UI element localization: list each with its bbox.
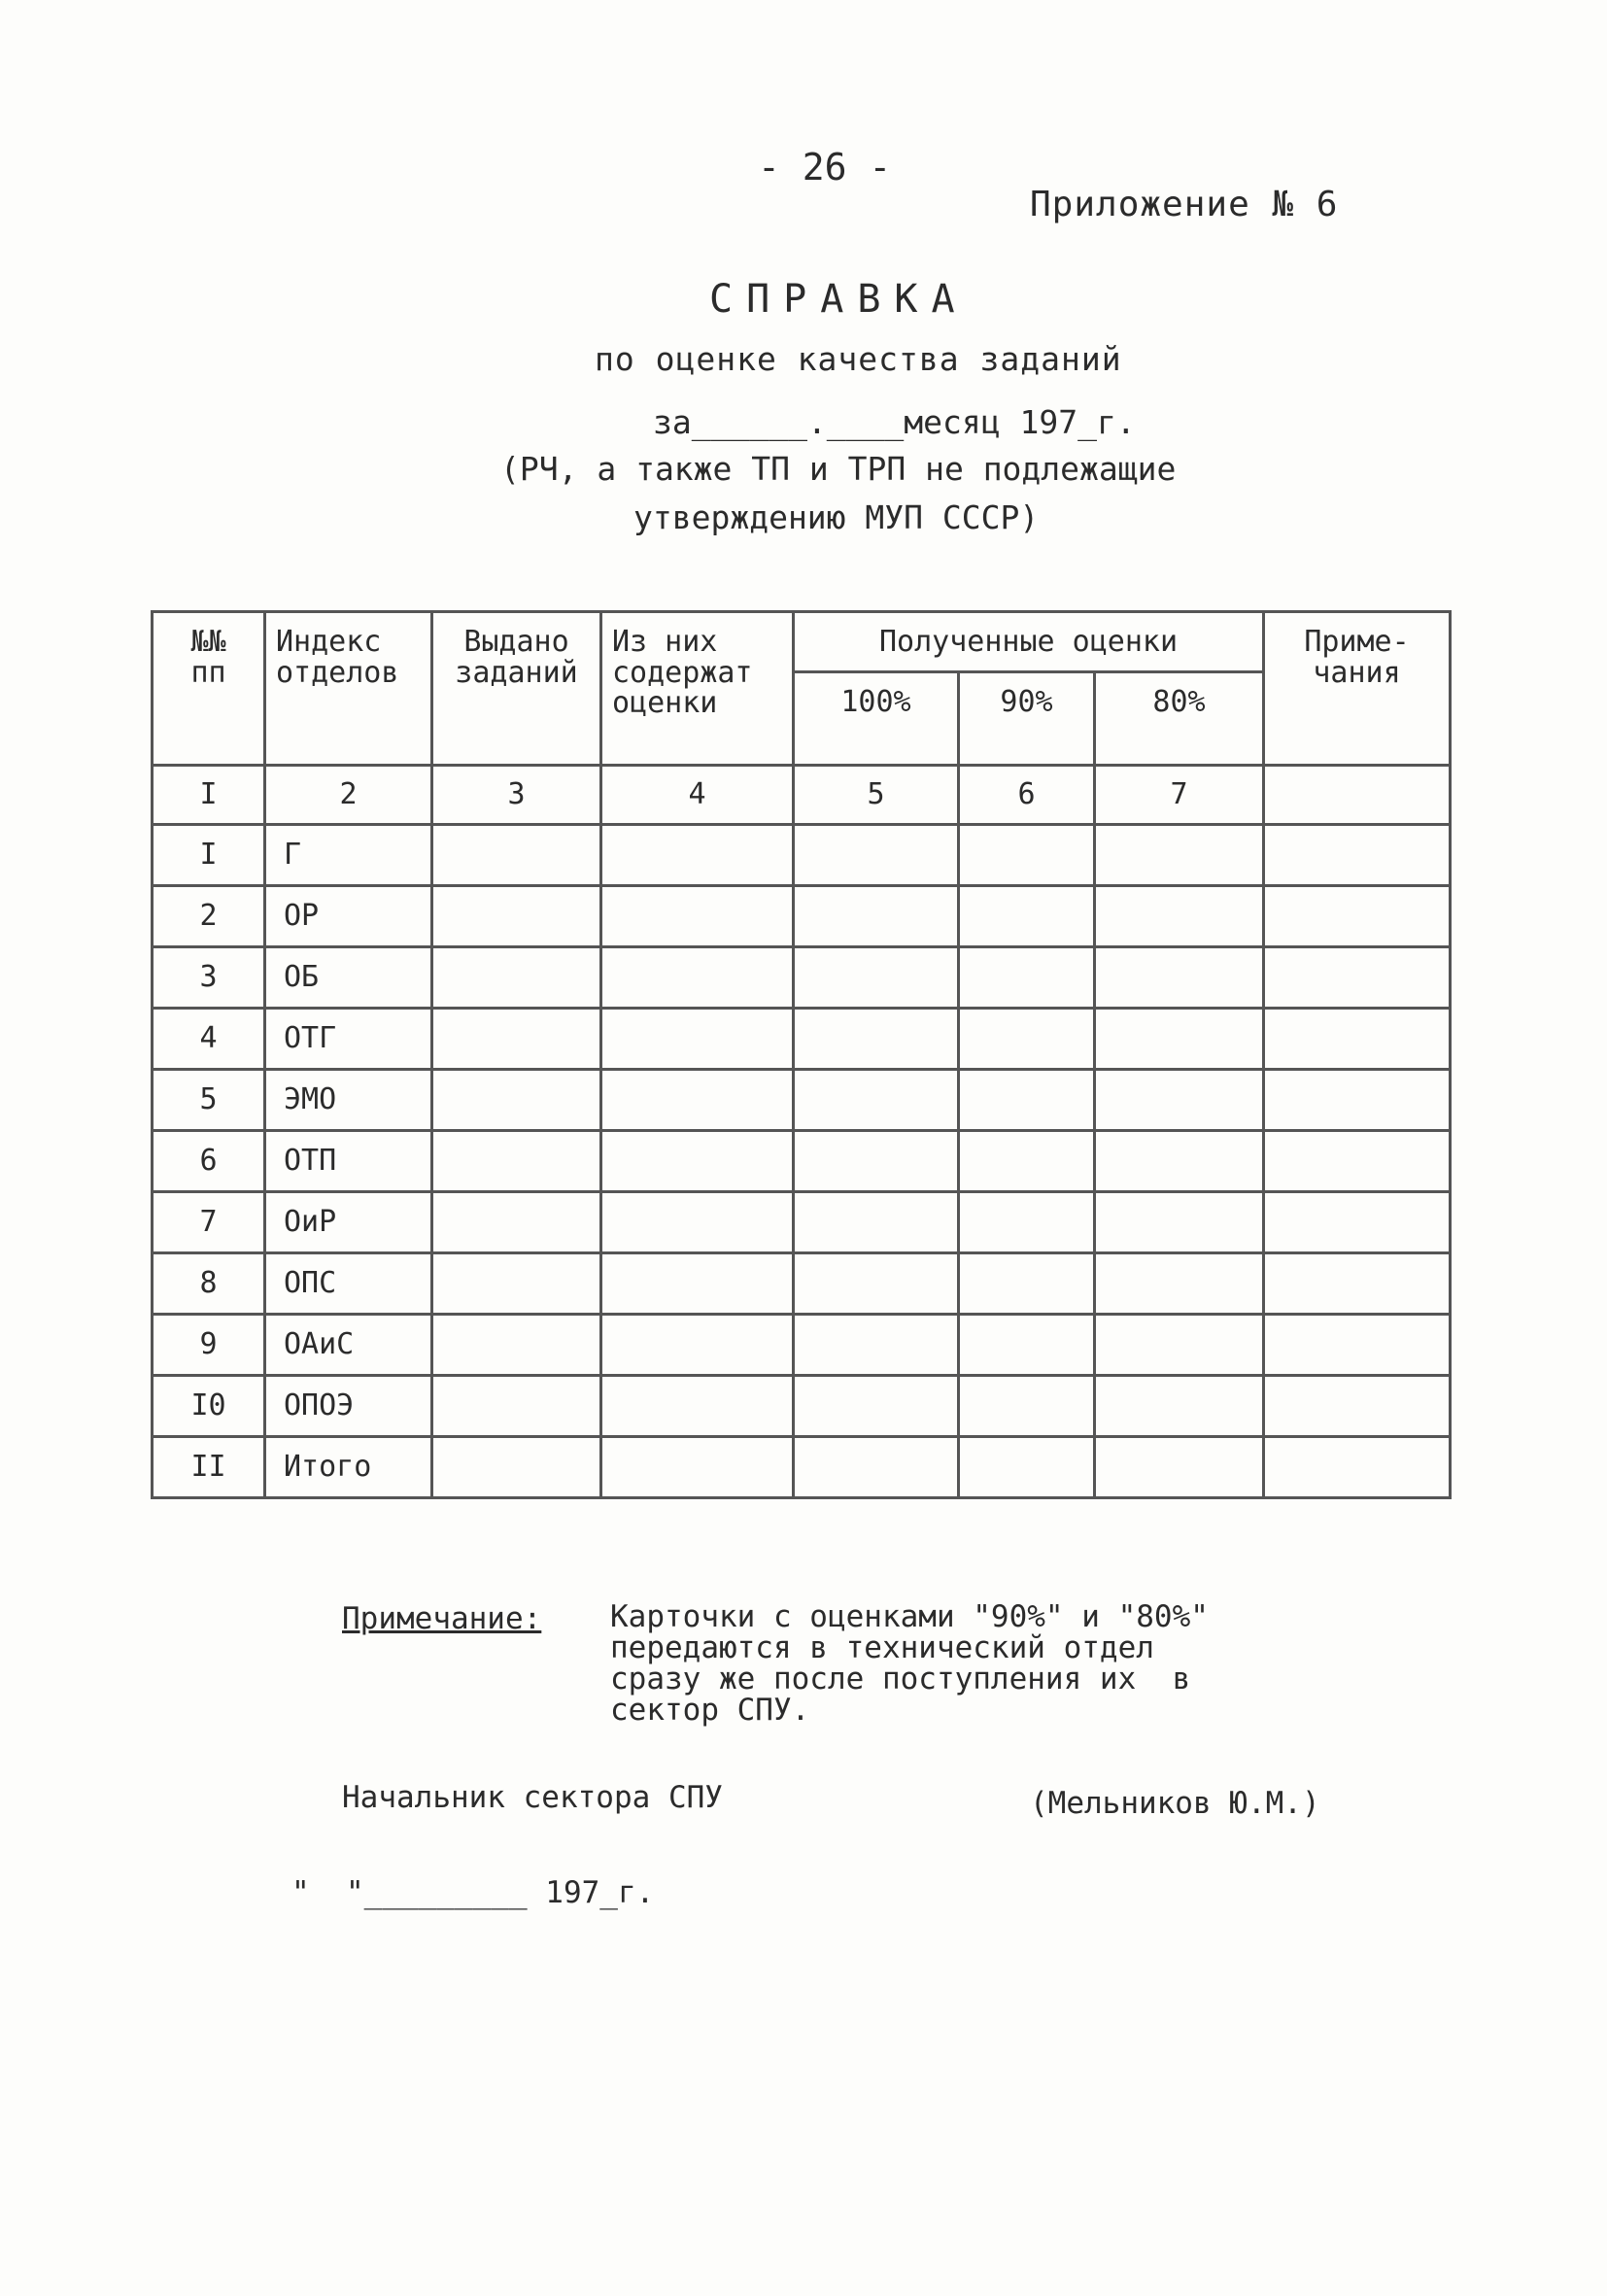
row-number: 3 xyxy=(153,947,265,1009)
column-number-row xyxy=(153,766,1451,825)
header-received: Полученные оценки xyxy=(794,612,1264,672)
header-num: №№ пп xyxy=(153,612,265,766)
header-notes: Приме- чания xyxy=(1264,612,1451,766)
table-row xyxy=(153,825,1451,886)
row-index: ЭМО xyxy=(265,1070,432,1131)
subtitle-line-1: по оценке качества заданий xyxy=(595,340,1122,378)
table-row xyxy=(153,1131,1451,1192)
signature-position: Начальник сектора СПУ xyxy=(342,1780,723,1815)
column-number: 5 xyxy=(794,766,959,825)
row-number: 6 xyxy=(153,1131,265,1192)
date-line: " "_________ 197_г. xyxy=(291,1875,655,1910)
note-label: Примечание: xyxy=(342,1601,542,1636)
appendix-label: Приложение № 6 xyxy=(1030,185,1339,224)
row-index: Итого xyxy=(265,1437,432,1498)
row-index: ОиР xyxy=(265,1192,432,1253)
column-number: 6 xyxy=(959,766,1095,825)
row-number: I0 xyxy=(153,1376,265,1437)
table-row xyxy=(153,886,1451,947)
header-100: 100% xyxy=(794,672,959,766)
column-number xyxy=(1264,766,1451,825)
signature-name: (Мельников Ю.М.) xyxy=(1030,1786,1320,1821)
row-number: 8 xyxy=(153,1253,265,1315)
table-row xyxy=(153,1009,1451,1070)
subtitle-line-4: утверждению МУП СССР) xyxy=(633,498,1040,536)
column-number: 7 xyxy=(1095,766,1264,825)
quality-table xyxy=(151,610,1452,1499)
header-80: 80% xyxy=(1095,672,1264,766)
document-title: СПРАВКА xyxy=(709,277,969,322)
header-90: 90% xyxy=(959,672,1095,766)
table-row xyxy=(153,1315,1451,1376)
header-index: Индекс отделов xyxy=(265,612,432,766)
header-issued: Выдано заданий xyxy=(432,612,601,766)
table-row xyxy=(153,947,1451,1009)
row-index: ОБ xyxy=(265,947,432,1009)
table-row xyxy=(153,1376,1451,1437)
table-row xyxy=(153,1253,1451,1315)
table-row xyxy=(153,1070,1451,1131)
row-number: 9 xyxy=(153,1315,265,1376)
row-number: II xyxy=(153,1437,265,1498)
subtitle-line-2: за______.____месяц 197_г. xyxy=(653,403,1136,441)
subtitle-line-3: (РЧ, а также ТП и ТРП не подлежащие xyxy=(500,450,1177,488)
row-index: ОТП xyxy=(265,1131,432,1192)
row-number: 5 xyxy=(153,1070,265,1131)
note-text: Карточки с оценками "90%" и "80%" передаются в технический отдел сразу же после поступления их в сектор СПУ. xyxy=(610,1599,1209,1728)
row-number: 7 xyxy=(153,1192,265,1253)
row-index: ОР xyxy=(265,886,432,947)
row-index: ОПОЭ xyxy=(265,1376,432,1437)
table-row-total xyxy=(153,1437,1451,1498)
page-number: - 26 - xyxy=(758,146,892,188)
row-number: 4 xyxy=(153,1009,265,1070)
row-index: ОПС xyxy=(265,1253,432,1315)
row-number: I xyxy=(153,825,265,886)
column-number: I xyxy=(153,766,265,825)
row-index: ОАиС xyxy=(265,1315,432,1376)
row-index: ОТГ xyxy=(265,1009,432,1070)
column-number: 3 xyxy=(432,766,601,825)
column-number: 2 xyxy=(265,766,432,825)
row-number: 2 xyxy=(153,886,265,947)
row-index: Г xyxy=(265,825,432,886)
table-row xyxy=(153,1192,1451,1253)
header-of-them: Из них содержат оценки xyxy=(601,612,794,766)
column-number: 4 xyxy=(601,766,794,825)
